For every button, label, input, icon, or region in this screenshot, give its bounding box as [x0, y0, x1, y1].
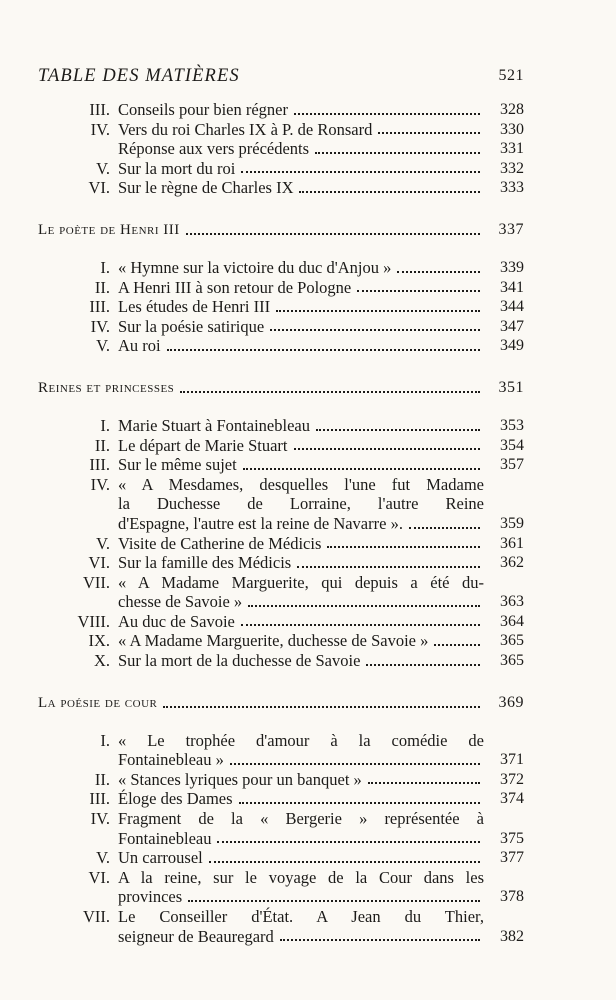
entry-line — [118, 848, 524, 868]
heading-gap — [38, 713, 524, 731]
entry-line — [118, 494, 524, 514]
entry-body — [118, 416, 524, 436]
entry-page: 339 — [500, 258, 524, 276]
entry-number: X. — [93, 651, 110, 671]
entry-page: 371 — [500, 751, 524, 769]
entry-text: Les études de Henri III — [118, 297, 271, 317]
entry-line — [118, 887, 524, 907]
toc-section — [38, 671, 524, 947]
entry-number: I. — [100, 730, 110, 750]
entry-text: Sur la mort de la duchesse de Savoie — [118, 651, 361, 671]
entry-number: VIII. — [77, 611, 110, 631]
entry-line — [118, 612, 524, 632]
entry-text: Conseils pour bien régner — [118, 100, 289, 119]
entry-text: Au roi — [118, 336, 161, 356]
entry-body — [118, 258, 524, 278]
entry-body — [118, 139, 524, 159]
entry-number: VII. — [82, 907, 110, 926]
toc-entry — [38, 612, 524, 632]
entry-page: 364 — [500, 612, 524, 630]
entry-body — [118, 475, 524, 534]
entry-line — [118, 809, 524, 829]
entry-text: « A Madame Marguerite, qui depuis a été du- — [118, 572, 484, 592]
entry-number: VI. — [88, 178, 110, 198]
toc-entry — [38, 336, 524, 356]
dot-leader — [270, 329, 480, 331]
dot-leader — [294, 113, 480, 115]
toc-entry — [38, 317, 524, 337]
entry-line — [118, 789, 524, 809]
entry-body — [118, 651, 524, 671]
entry-text: Sur la famille des Médicis — [118, 553, 292, 573]
entry-line — [118, 317, 524, 337]
section-heading — [38, 378, 524, 398]
entry-page: 344 — [500, 298, 524, 316]
entry-number: III. — [89, 455, 110, 475]
dot-leader — [316, 429, 480, 431]
entry-body — [118, 789, 524, 809]
entry-body — [118, 573, 524, 612]
entry-body — [118, 848, 524, 868]
entry-text: « Hymne sur la victoire du duc d'Anjou » — [118, 257, 392, 277]
dot-leader — [434, 644, 480, 646]
entry-number: III. — [89, 100, 110, 119]
entry-text: Sur le même sujet — [118, 455, 237, 475]
entry-page: 341 — [500, 278, 524, 296]
entry-page: 328 — [500, 101, 524, 118]
entry-text: Le départ de Marie Stuart — [118, 435, 288, 455]
entry-number: V. — [96, 336, 110, 356]
toc-entry — [38, 651, 524, 671]
toc-entry — [38, 631, 524, 651]
entry-line — [118, 907, 524, 927]
running-title: TABLE DES MATIÈRES — [38, 66, 240, 86]
dot-leader — [217, 841, 480, 843]
toc-entry — [38, 455, 524, 475]
entry-page: 372 — [500, 770, 524, 788]
entry-number: III. — [89, 789, 110, 809]
entry-line — [118, 534, 524, 554]
section-page: 337 — [498, 220, 524, 238]
entry-line — [118, 475, 524, 495]
entry-text: « A Mesdames, desquelles l'une fut Madame — [118, 474, 484, 494]
toc-entry — [38, 297, 524, 317]
dot-leader — [368, 782, 480, 784]
entry-body — [118, 100, 524, 120]
dot-leader — [167, 349, 480, 351]
entry-text: « A Madame Marguerite, duchesse de Savoie » — [118, 631, 429, 651]
entry-number: III. — [89, 297, 110, 317]
entry-line — [118, 436, 524, 456]
dot-leader — [209, 861, 480, 863]
entry-body — [118, 297, 524, 317]
entry-number: I. — [100, 257, 110, 277]
dot-leader — [241, 171, 480, 173]
entry-page: 349 — [500, 337, 524, 355]
entry-line — [118, 159, 524, 179]
entry-body — [118, 770, 524, 790]
toc-entry — [38, 770, 524, 790]
entry-text: A Henri III à son retour de Pologne — [118, 277, 352, 297]
entry-number: VI. — [88, 867, 110, 887]
entry-page: 365 — [500, 652, 524, 670]
toc-section — [38, 356, 524, 671]
entry-line — [118, 178, 524, 198]
entry-text: Au duc de Savoie — [118, 611, 235, 631]
section-heading — [38, 693, 524, 713]
toc-entry — [38, 436, 524, 456]
entry-text: provinces — [118, 887, 183, 907]
entry-text: Marie Stuart à Fontainebleau — [118, 415, 310, 435]
entry-line — [118, 336, 524, 356]
entry-line — [118, 278, 524, 298]
dot-leader — [180, 391, 480, 393]
entry-line — [118, 258, 524, 278]
entry-number: IV. — [90, 119, 110, 139]
entry-body — [118, 178, 524, 198]
entry-text: Fontainebleau — [118, 828, 212, 848]
toc-entry — [38, 848, 524, 868]
dot-leader — [186, 233, 480, 235]
toc-entry — [38, 258, 524, 278]
dot-leader — [397, 271, 480, 273]
entry-page: 382 — [500, 927, 524, 945]
section-heading — [38, 220, 524, 240]
entry-number: V. — [96, 158, 110, 178]
toc-entry — [38, 475, 524, 534]
dot-leader — [378, 132, 480, 134]
entry-body — [118, 731, 524, 770]
entry-page: 365 — [500, 632, 524, 650]
toc-entry — [38, 573, 524, 612]
dot-leader — [243, 468, 480, 470]
heading-gap — [38, 398, 524, 416]
toc-section — [38, 100, 524, 198]
toc-entry — [38, 907, 524, 946]
toc-entry — [38, 278, 524, 298]
entry-text: la Duchesse de Lorraine, l'autre Reine — [118, 494, 484, 514]
dot-leader — [188, 900, 480, 902]
entry-text: Visite de Catherine de Médicis — [118, 533, 322, 553]
heading-gap — [38, 240, 524, 258]
entry-page: 353 — [500, 416, 524, 434]
section-gap — [38, 671, 524, 693]
entry-body — [118, 159, 524, 179]
toc-entry — [38, 139, 524, 159]
entry-line — [118, 592, 524, 612]
section-title: Reines et princesses — [38, 379, 175, 396]
toc-entry — [38, 100, 524, 120]
entry-number: IV. — [90, 809, 110, 829]
dot-leader — [297, 566, 480, 568]
entry-page: 354 — [500, 436, 524, 454]
entry-page: 361 — [500, 534, 524, 552]
entry-page: 378 — [500, 888, 524, 906]
dot-leader — [163, 706, 480, 708]
entry-line — [118, 455, 524, 475]
entry-page: 347 — [500, 317, 524, 335]
entry-number: I. — [100, 415, 110, 435]
entry-line — [118, 120, 524, 140]
dot-leader — [280, 939, 480, 941]
entry-line — [118, 868, 524, 888]
entry-page: 359 — [500, 514, 524, 532]
entry-number: IX. — [88, 631, 110, 651]
dot-leader — [276, 310, 480, 312]
entry-body — [118, 534, 524, 554]
entry-body — [118, 455, 524, 475]
dot-leader — [299, 191, 480, 193]
dot-leader — [327, 546, 480, 548]
entry-text: d'Espagne, l'autre est la reine de Navarre ». — [118, 513, 403, 533]
entry-number: IV. — [90, 316, 110, 336]
entry-body — [118, 317, 524, 337]
entry-body — [118, 631, 524, 651]
entry-body — [118, 809, 524, 848]
entry-text: chesse de Savoie » — [118, 592, 243, 612]
entry-body — [118, 553, 524, 573]
entry-page: 357 — [500, 456, 524, 474]
entry-body — [118, 278, 524, 298]
toc-entry — [38, 789, 524, 809]
entry-page: 375 — [500, 829, 524, 847]
entry-number: II. — [94, 435, 110, 455]
entry-page: 330 — [500, 120, 524, 138]
entry-line — [118, 750, 524, 770]
dot-leader — [241, 624, 480, 626]
section-page: 369 — [498, 693, 524, 711]
entry-text: Sur la mort du roi — [118, 158, 236, 178]
entry-number: VI. — [88, 553, 110, 573]
toc-entry — [38, 809, 524, 848]
entry-text: Le Conseiller d'État. A Jean du Thier, — [118, 907, 484, 926]
toc-entry — [38, 159, 524, 179]
section-gap — [38, 356, 524, 378]
toc-entry — [38, 868, 524, 907]
entry-line — [118, 573, 524, 593]
section-gap — [38, 198, 524, 220]
entry-line — [118, 100, 524, 120]
dot-leader — [366, 664, 480, 666]
section-title: La poésie de cour — [38, 694, 158, 711]
entry-line — [118, 139, 524, 159]
entry-line — [118, 631, 524, 651]
entry-number: IV. — [90, 474, 110, 494]
section-title: Le poète de Henri III — [38, 221, 180, 238]
entry-text: seigneur de Beauregard — [118, 926, 274, 946]
entry-page: 374 — [500, 790, 524, 808]
entry-text: Fontainebleau » — [118, 750, 224, 770]
entry-page: 377 — [500, 849, 524, 867]
entry-line — [118, 553, 524, 573]
entry-line — [118, 416, 524, 436]
toc-entry — [38, 416, 524, 436]
entry-text: Vers du roi Charles IX à P. de Ronsard — [118, 119, 373, 139]
toc-section — [38, 198, 524, 356]
entry-body — [118, 120, 524, 140]
entry-page: 362 — [500, 554, 524, 572]
dot-leader — [315, 152, 480, 154]
entry-body — [118, 907, 524, 946]
entry-line — [118, 829, 524, 849]
entry-body — [118, 612, 524, 632]
toc-entry — [38, 553, 524, 573]
entry-text: A la reine, sur le voyage de la Cour dans les — [118, 867, 484, 887]
entry-page: 331 — [500, 140, 524, 158]
entry-text: « Stances lyriques pour un banquet » — [118, 769, 362, 789]
entry-number: II. — [94, 277, 110, 297]
entry-line — [118, 651, 524, 671]
entry-line — [118, 297, 524, 317]
toc-entry — [38, 731, 524, 770]
entry-number: V. — [96, 533, 110, 553]
entry-number: II. — [94, 769, 110, 789]
dot-leader — [248, 605, 480, 607]
entry-page: 363 — [500, 593, 524, 611]
page-header — [38, 66, 524, 90]
entry-line — [118, 731, 524, 751]
entry-line — [118, 514, 524, 534]
entry-text: Sur le règne de Charles IX — [118, 178, 294, 198]
entry-text: Un carrousel — [118, 848, 203, 868]
dot-leader — [239, 802, 480, 804]
entry-page: 332 — [500, 159, 524, 177]
entry-text: Réponse aux vers précédents — [118, 139, 310, 159]
entry-body — [118, 336, 524, 356]
entry-text: Fragment de la « Bergerie » représentée à — [118, 809, 484, 829]
entry-text: « Le trophée d'amour à la comédie de — [118, 730, 484, 750]
dot-leader — [357, 290, 480, 292]
toc-entry — [38, 178, 524, 198]
entry-line — [118, 770, 524, 790]
dot-leader — [409, 527, 480, 529]
page-number: 521 — [498, 67, 524, 84]
toc-entry — [38, 120, 524, 140]
entry-body — [118, 436, 524, 456]
toc-entry — [38, 534, 524, 554]
section-page: 351 — [498, 378, 524, 396]
entry-number: VII. — [82, 572, 110, 592]
entry-text: Sur la poésie satirique — [118, 316, 265, 336]
entry-number: V. — [96, 848, 110, 868]
dot-leader — [294, 448, 480, 450]
entry-text: Éloge des Dames — [118, 789, 233, 809]
dot-leader — [230, 763, 480, 765]
entry-body — [118, 868, 524, 907]
table-of-contents — [38, 100, 524, 946]
entry-line — [118, 927, 524, 947]
entry-page: 333 — [500, 179, 524, 197]
